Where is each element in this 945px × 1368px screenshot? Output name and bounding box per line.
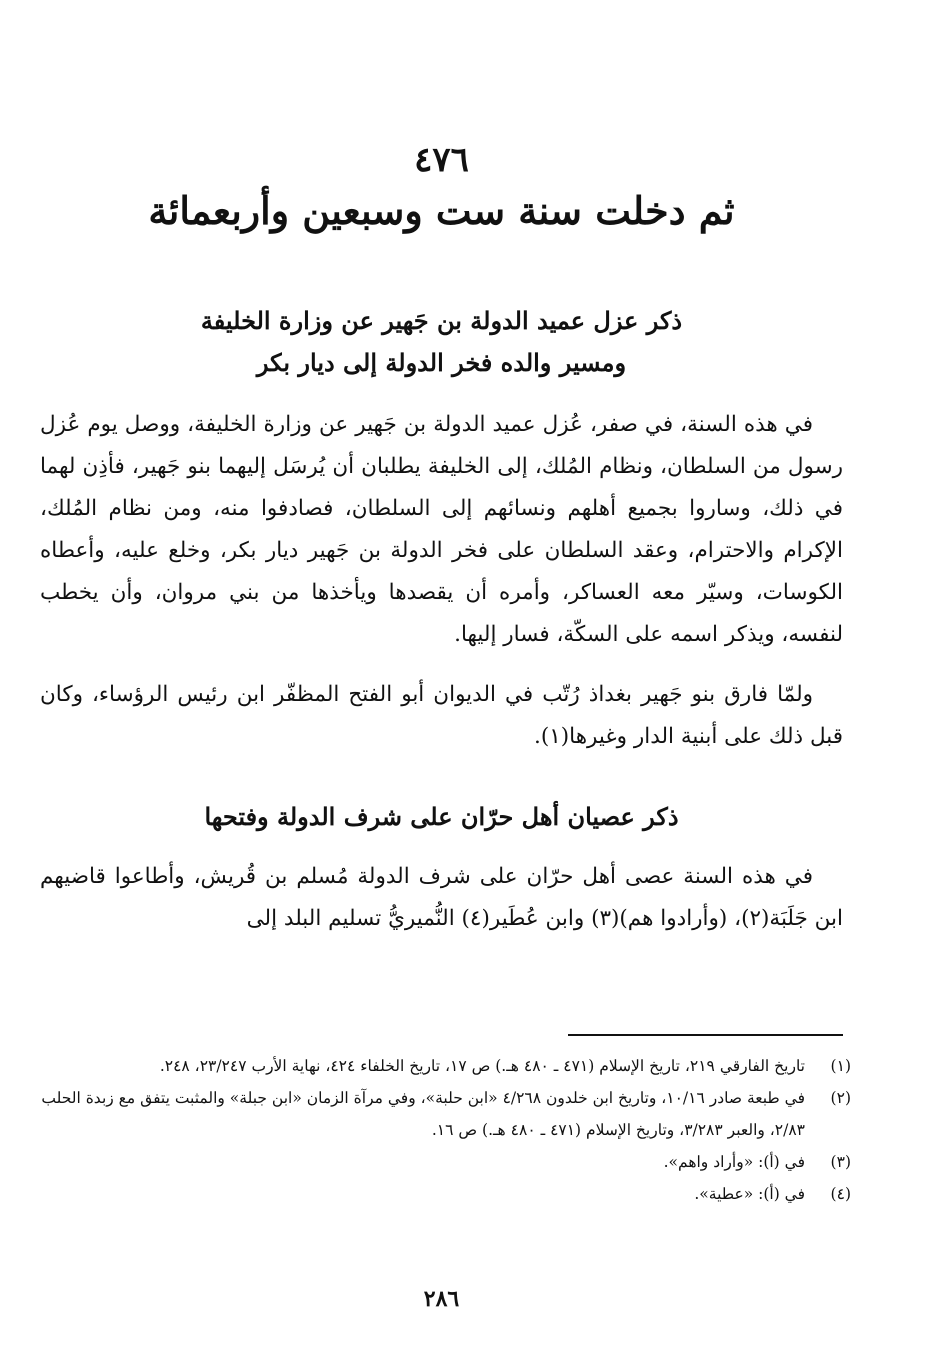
footnote-number: (٣) <box>830 1153 851 1171</box>
footnote-text: في (أ): «وأراد واهم». <box>663 1153 805 1171</box>
page-number: ٢٨٦ <box>423 1286 460 1312</box>
footnote <box>40 1050 851 1082</box>
heading-line: ذكر عزل عميد الدولة بن جَهير عن وزارة الخليفة <box>200 306 683 335</box>
heading-line: ومسير والده فخر الدولة إلى ديار بكر <box>256 348 627 377</box>
footnote-number: (٢) <box>830 1089 851 1107</box>
year-title: ثم دخلت سنة ست وسبعين وأربعمائة <box>148 188 735 233</box>
heading-line: ذكر عصيان أهل حرّان على شرف الدولة وفتحها <box>204 802 679 831</box>
section-heading-harran <box>40 796 843 838</box>
footnote <box>40 1178 851 1210</box>
footnote <box>40 1146 851 1178</box>
footnote-number: (١) <box>830 1057 851 1075</box>
footnotes <box>40 1050 851 1210</box>
paragraph: في هذه السنة عصى أهل حرّان على شرف الدولة مُسلم بن قُريش، وأطاعوا قاضيهم ابن جَلَبَة(٢)، (وأرادوا هم)(٣) وابن عُطَير(٤) النُّميريُّ تسليم البلد إلى <box>40 864 843 931</box>
footnote-divider <box>568 1034 843 1036</box>
footnote-number: (٤) <box>830 1185 851 1203</box>
footnote-text: في (أ): «عطية». <box>694 1185 805 1203</box>
paragraph: في هذه السنة، في صفر، عُزل عميد الدولة بن جَهير عن وزارة الخليفة، ووصل يوم عُزل رسول من السلطان، ونظام المُلك، إلى الخليفة يطلبان أن يُرسَل إليهما بنو جَهير، فأذِن لهما في ذلك، وساروا بجميع أهلهم ونسائهم إلى السلطان، فصادفوا منه، ومن نظام المُلك، الإكرام والاحترام، وعقد السلطان على فخر الدولة بن جَهير ديار بكر، وخلع عليه، وأعطاه الكوسات، وسيّر معه العساكر، وأمره أن يقصدها ويأخذها من بني مروان، وأن يخطب لنفسه، ويذكر اسمه على السكّة، فسار إليها. <box>40 412 843 647</box>
paragraph: ولمّا فارق بنو جَهير بغداذ رُتّب في الديوان أبو الفتح المظفّر ابن رئيس الرؤساء، وكان قبل ذلك على أبنية الدار وغيرها(١). <box>40 682 843 749</box>
year-number: ٤٧٦ <box>414 140 469 180</box>
footnote-text: في طبعة صادر ١٠/١٦، وتاريخ ابن خلدون ٤/٢٦٨ «ابن حلبة»، وفي مرآة الزمان «ابن جبلة» والمثبت يتفق مع زبدة الحلب ٢/٨٣، والعبر ٣/٢٨٣، وتاريخ الإسلام (٤٧١ ـ ٤٨٠ هـ.) ص ١٦. <box>41 1089 805 1139</box>
footnote-text: تاريخ الفارقي ٢١٩، تاريخ الإسلام (٤٧١ ـ ٤٨٠ هـ.) ص ١٧، تاريخ الخلفاء ٤٢٤، نهاية الأرب ٢٣/٢٤٧، ٢٤٨. <box>159 1057 805 1075</box>
document-page <box>40 0 851 1368</box>
section-heading-dismissal <box>40 300 843 384</box>
footnote <box>40 1082 851 1146</box>
